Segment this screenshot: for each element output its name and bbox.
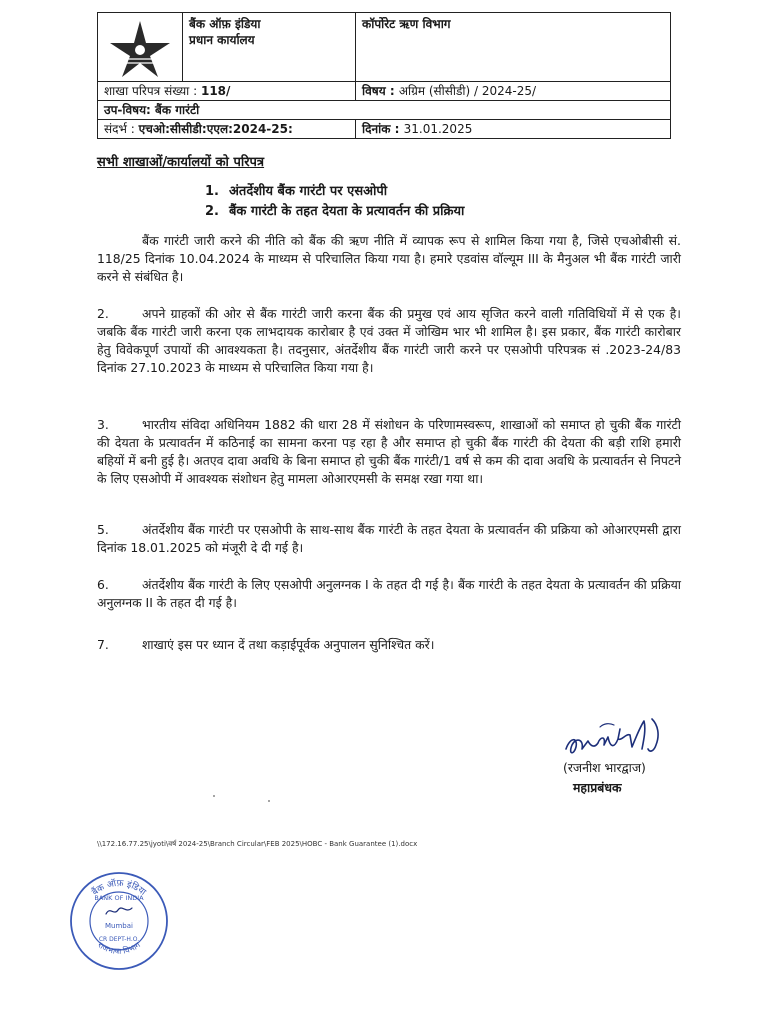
paragraph-7 (97, 636, 681, 654)
topic-text: बैंक गारंटी के तहत देयता के प्रत्यावर्तन की प्रक्रिया (229, 204, 465, 219)
office-name: प्रधान कार्यालय (189, 33, 255, 47)
circular-label: शाखा परिपत्र संख्या : (104, 84, 201, 98)
paragraph-number: 3. (97, 417, 109, 432)
bank-name: बैंक ऑफ़ इंडिया (189, 17, 261, 31)
subject-value: अग्रिम (सीसीडी) / 2024-25/ (398, 84, 537, 98)
date-cell (356, 120, 671, 139)
subsubject-label: उप-विषय: (104, 103, 156, 117)
paragraph-1 (97, 232, 681, 286)
bank-cell (183, 13, 356, 82)
topic-item (205, 182, 464, 202)
scan-speck (268, 800, 270, 802)
paragraph-number: 7. (97, 637, 109, 652)
date-value: 31.01.2025 (403, 122, 473, 136)
circular-number-cell (98, 82, 356, 101)
department-name: कॉर्पोरेट ऋण विभाग (356, 13, 671, 82)
paragraph-text: बैंक गारंटी जारी करने की नीति को बैंक की ऋण नीति में व्यापक रूप से शामिल किया गया है, जिसे एचओबीसी सं. 118/25 दिनांक 10.04.2024 के माध्यम से परिचालित किया गया है। हमारे एडवांस वॉल्यूम III के मैनुअल भी बैंक गारंटी जारी करने से संबंधित है। (97, 233, 681, 284)
scan-speck (213, 795, 215, 797)
topic-number: 1. (205, 184, 219, 199)
reference-label: संदर्भ : (104, 122, 139, 136)
date-label: दिनांक : (362, 122, 404, 136)
header-table (97, 12, 671, 139)
paragraph-text: अपने ग्राहकों की ओर से बैंक गारंटी जारी करना बैंक की प्रमुख एवं आय सृजित करने वाली गतिविधियों में से एक है। जबकि बैंक गारंटी जारी करना एक लाभदायक कारोबार है एवं उक्त में जोखिम भार भी शामिल है। इस प्रकार, बैंक गारंटी कारोबार हेतु विवेकपूर्ण उपायों की आवश्यकता है। तदनुसार, अंतर्देशीय बैंक गारंटी जारी करने पर एसओपी परिपत्रक सं .2023-24/83 दिनांक 27.10.2023 के माध्यम से परिचालित किया गया है। (97, 306, 681, 375)
topic-text: अंतर्देशीय बैंक गारंटी पर एसओपी (229, 184, 388, 199)
logo-cell (98, 13, 183, 82)
subject-cell (356, 82, 671, 101)
signatory-name: (रजनीश भारद्वाज) (563, 760, 646, 775)
paragraph-3 (97, 416, 681, 488)
reference-cell (98, 120, 356, 139)
signatory-designation: महाप्रबंधक (573, 780, 622, 795)
paragraph-text: अंतर्देशीय बैंक गारंटी के लिए एसओपी अनुलग्नक I के तहत दी गई है। बैंक गारंटी के तहत देयता के प्रत्यावर्तन की प्रक्रिया अनुलग्नक II के तहत दी गई है। (97, 577, 681, 610)
paragraph-5 (97, 521, 681, 557)
circular-number: 118/ (200, 84, 231, 98)
paragraph-text: भारतीय संविदा अधिनियम 1882 की धारा 28 में संशोधन के परिणामस्वरूप, शाखाओं को समाप्त हो चुकी बैंक गारंटी की देयता के प्रत्यावर्तन में कठिनाई का सामना करना पड़ रहा है और समाप्त हो चुकी बैंक गारंटी की देयता की बड़ी राशि हमारी बहियों में बनी हुई है। अतएव दावा अवधि के बिना समाप्त हो चुकी बैंक गारंटी/1 वर्ष से कम की दावा अवधि के प्रत्यावर्तन से निपटने के लिए एसओपी में आवश्यक संशोधन हेतु मामला ओआरएमसी के समक्ष रखा गया था। (97, 417, 681, 486)
reference-value: एचओ:सीसीडी:एएल:2024-25: (138, 122, 293, 136)
stamp-hindi-top: बैंक ऑफ़ इंडिया (90, 878, 148, 898)
paragraph-2 (97, 305, 681, 377)
paragraph-number: 2. (97, 306, 109, 321)
stamp-city: Mumbai (105, 922, 133, 930)
subsubject-cell (98, 101, 671, 120)
paragraph-6 (97, 576, 681, 612)
paragraph-number: 5. (97, 522, 109, 537)
stamp-dept: CR DEPT-H.O. (98, 936, 140, 943)
subsubject-value: बैंक गारंटी (155, 103, 200, 117)
topic-number: 2. (205, 204, 219, 219)
file-path: \\172.16.77.25\jyoti\वर्ष 2024-25\Branch Circular\FEB 2025\HOBC - Bank Guarantee (1).docx (97, 840, 418, 848)
stamp-hindi-bottom: राजभाषा विभाग (96, 940, 142, 956)
subject-label: विषय : (362, 84, 399, 98)
topic-list (205, 182, 464, 222)
paragraph-number: 6. (97, 577, 109, 592)
paragraph-text: अंतर्देशीय बैंक गारंटी पर एसओपी के साथ-साथ बैंक गारंटी के तहत देयता के प्रत्यावर्तन की प्रक्रिया को ओआरएमसी द्वारा दिनांक 18.01.2025 को मंजूरी दे दी गई है। (97, 522, 681, 555)
bank-star-logo-icon (108, 19, 172, 79)
salutation: सभी शाखाओं/कार्यालयों को परिपत्र (97, 155, 265, 170)
handwritten-signature (560, 715, 680, 763)
topic-item (205, 202, 464, 222)
paragraph-text: शाखाएं इस पर ध्यान दें तथा कड़ाईपूर्वक अनुपालन सुनिश्चित करें। (142, 637, 435, 652)
stamp-english: BANK OF INDIA (94, 894, 144, 902)
office-seal-icon (68, 870, 170, 972)
